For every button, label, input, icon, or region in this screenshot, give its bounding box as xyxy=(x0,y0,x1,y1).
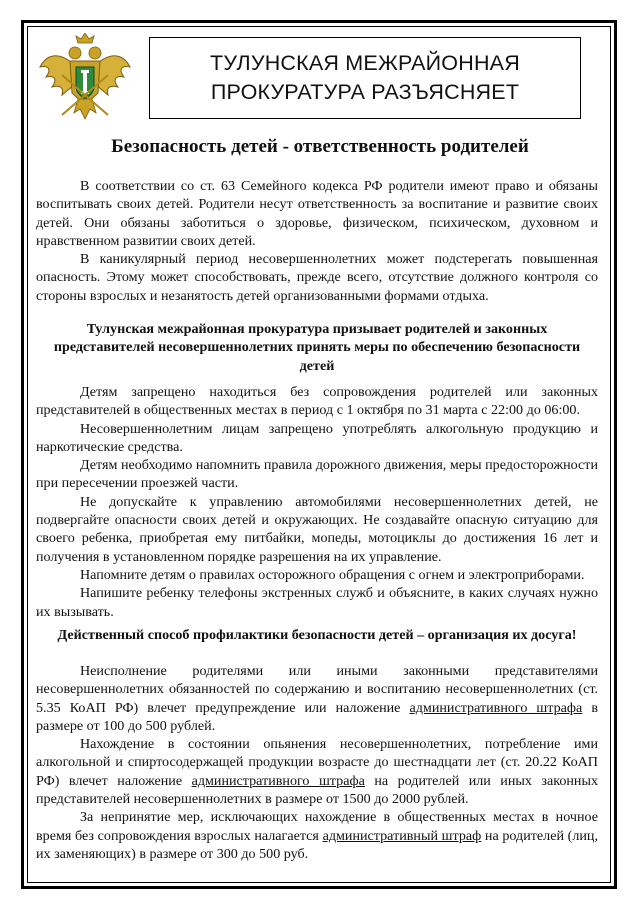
section-rights xyxy=(36,177,598,305)
appeal-heading: Тулунская межрайонная прокуратура призывает родителей и законных представителей несовершеннолетних принять меры по обеспечению безопасности детей xyxy=(53,321,581,374)
section-fines xyxy=(36,662,598,863)
section-prevention xyxy=(36,626,598,644)
prevention-heading: Действенный способ профилактики безопасности детей – организация их досуга! xyxy=(57,627,577,643)
text: на родителей (лиц, их заменяющих) в размере от 300 до 500 руб. xyxy=(36,827,599,862)
fine-link: административный штраф xyxy=(322,827,482,844)
text: Нахождение в состоянии опьянения несовершеннолетних, потребление ими алкогольной и спиртосодержащей продукции возрасте до шестнадцати лет (ст. 20.22 КоАП РФ) влечет наложение xyxy=(36,736,598,789)
text: в размере от 100 до 500 рублей. xyxy=(36,699,598,734)
section-rules xyxy=(36,383,598,621)
paragraph xyxy=(36,808,598,863)
fine-link: административного штрафа xyxy=(409,699,583,716)
text: За непринятие мер, исключающих нахождение в общественных местах в ночное время без сопровождения взрослых налагается xyxy=(36,809,598,844)
section-appeal xyxy=(36,320,598,375)
fine-link: административного штрафа xyxy=(191,772,365,789)
text: на родителей или иных законных представителей несовершеннолетних в размере от 1500 до 2000 рублей. xyxy=(36,772,598,808)
paragraph: Не допускайте к управлению автомобилями несовершеннолетних детей, не подвергайте опасности своих детей и окружающих. Не создавайте опасную ситуацию для своего ребенка, приобретая ему питбайки, мопеды, мотоциклы до достижения 16 лет и получения в установленном порядке разрешения на их управление. xyxy=(36,493,598,565)
paragraph: Несовершеннолетним лицам запрещено употреблять алкогольную продукцию и наркотические средства. xyxy=(36,420,598,455)
header-line-2: ПРОКУРАТУРА РАЗЪЯСНЯЕТ xyxy=(210,80,520,104)
paragraph: В каникулярный период несовершеннолетних может подстерегать повышенная опасность. Этому может способствовать, прежде всего, отсутствие должного контроля со стороны взрослых и незанятость детей организованными формами отдыха. xyxy=(36,251,598,304)
text: Неисполнение родителями или иными законными представителями несовершеннолетних обязанностей по содержанию и воспитанию несовершеннолетних (ст. 5.35 КоАП РФ) влечет предупреждение или наложение xyxy=(36,663,598,716)
header-line-1: ТУЛУНСКАЯ МЕЖРАЙОННАЯ xyxy=(210,51,520,75)
header-box xyxy=(149,37,581,119)
paragraph: Напишите ребенку телефоны экстренных служб и объясните, в каких случаях нужно их вызывать. xyxy=(36,585,598,620)
paragraph: Детям запрещено находиться без сопровождения родителей или законных представителей в общественных местах в период с 1 октября по 31 марта с 22:00 до 06:00. xyxy=(36,384,598,419)
page-title: Безопасность детей - ответственность родителей xyxy=(111,136,529,157)
paragraph xyxy=(36,662,598,735)
paragraph: Напомните детям о правилах осторожного обращения с огнем и электроприборами. xyxy=(80,566,585,583)
paragraph xyxy=(36,735,598,808)
prosecutor-emblem-icon xyxy=(38,33,132,125)
paragraph: В соответствии со ст. 63 Семейного кодекса РФ родители имеют право и обязаны воспитывать своих детей. Родители несут ответственность за воспитание и развитие своих детей. Они обязаны заботиться о здоровье, физическом, психическом, духовном и нравственном развитии своих детей. xyxy=(36,178,598,249)
paragraph: Детям необходимо напомнить правила дорожного движения, меры предосторожности при пересечении проезжей части. xyxy=(36,457,598,492)
